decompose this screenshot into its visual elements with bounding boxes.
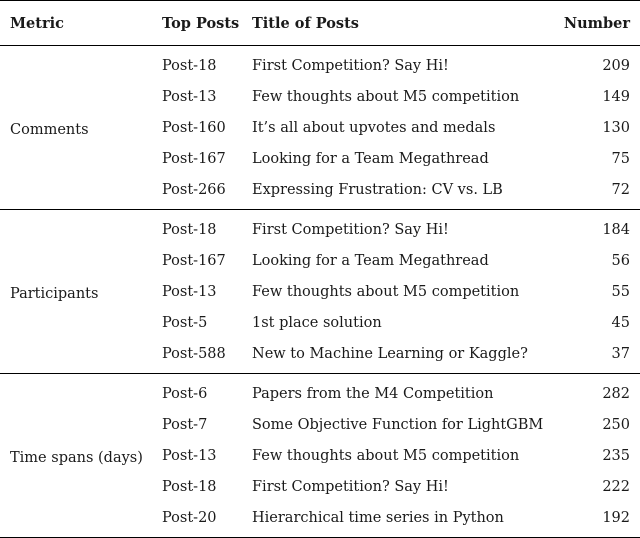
post-title: Hierarchical time series in Python — [252, 509, 504, 526]
post-number: 55 — [611, 283, 630, 300]
post-title: Looking for a Team Megathread — [252, 150, 489, 167]
metric-label-comments: Comments — [10, 121, 89, 138]
post-title: Few thoughts about M5 competition — [252, 88, 520, 105]
post-id: Post-6 — [162, 385, 208, 402]
post-number: 192 — [602, 509, 630, 526]
group-comments — [0, 46, 640, 210]
post-number: 56 — [611, 252, 630, 269]
post-id: Post-18 — [162, 57, 217, 74]
header-top-posts: Top Posts — [154, 1, 244, 46]
post-number: 130 — [602, 119, 630, 136]
post-title: First Competition? Say Hi! — [252, 478, 449, 495]
metric-label-participants: Participants — [10, 285, 99, 302]
post-number: 250 — [602, 416, 630, 433]
post-number: 184 — [602, 221, 630, 238]
header-number: Number — [554, 1, 640, 46]
header-metric: Metric — [0, 1, 154, 46]
post-title: Papers from the M4 Competition — [252, 385, 494, 402]
post-number: 282 — [602, 385, 630, 402]
table-row — [0, 46, 640, 82]
table-row — [0, 374, 640, 410]
table-row — [0, 210, 640, 246]
post-id: Post-167 — [162, 252, 226, 269]
post-title: 1st place solution — [252, 314, 382, 331]
post-id: Post-13 — [162, 283, 217, 300]
post-number: 209 — [602, 57, 630, 74]
post-number: 72 — [611, 181, 630, 198]
post-title: Few thoughts about M5 competition — [252, 283, 520, 300]
metric-label-time-spans: Time spans (days) — [10, 449, 143, 466]
post-id: Post-13 — [162, 88, 217, 105]
post-title: Looking for a Team Megathread — [252, 252, 489, 269]
header-title-of-posts: Title of Posts — [244, 1, 554, 46]
post-id: Post-5 — [162, 314, 208, 331]
post-title: Expressing Frustration: CV vs. LB — [252, 181, 503, 198]
post-number: 37 — [611, 345, 630, 362]
post-id: Post-13 — [162, 447, 217, 464]
post-title: First Competition? Say Hi! — [252, 221, 449, 238]
post-id: Post-18 — [162, 478, 217, 495]
post-number: 235 — [602, 447, 630, 464]
header-row — [0, 1, 640, 46]
post-title: First Competition? Say Hi! — [252, 57, 449, 74]
post-id: Post-20 — [162, 509, 217, 526]
post-number: 75 — [611, 150, 630, 167]
post-title: Few thoughts about M5 competition — [252, 447, 520, 464]
post-id: Post-588 — [162, 345, 226, 362]
table-header — [0, 1, 640, 46]
post-title: New to Machine Learning or Kaggle? — [252, 345, 528, 362]
post-id: Post-160 — [162, 119, 226, 136]
post-title: It’s all about upvotes and medals — [252, 119, 496, 136]
post-id: Post-7 — [162, 416, 208, 433]
post-id: Post-266 — [162, 181, 226, 198]
post-number: 222 — [602, 478, 630, 495]
group-time-spans — [0, 374, 640, 538]
post-title: Some Objective Function for LightGBM — [252, 416, 544, 433]
post-number: 45 — [611, 314, 630, 331]
post-number: 149 — [602, 88, 630, 105]
group-participants — [0, 210, 640, 374]
post-id: Post-18 — [162, 221, 217, 238]
post-id: Post-167 — [162, 150, 226, 167]
